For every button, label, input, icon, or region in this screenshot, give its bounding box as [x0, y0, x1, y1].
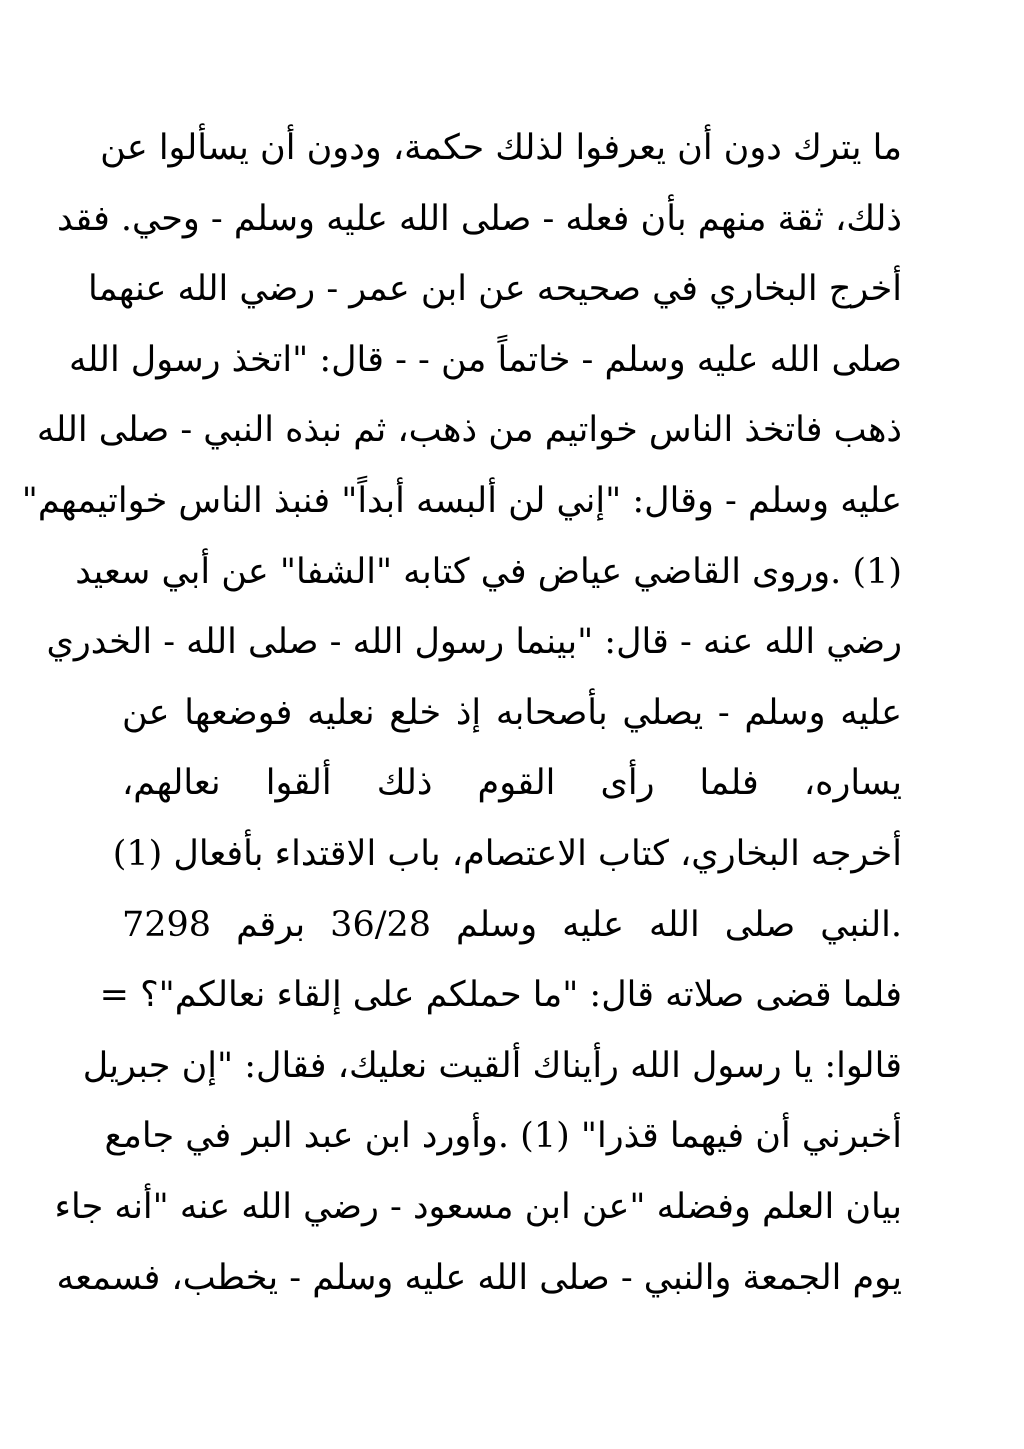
text-line: رضي الله عنه - قال: "بينما رسول الله - صلى الله - الخدري [46, 622, 902, 663]
text-line: عليه وسلم - يصلي بأصحابه إذ خلع نعليه فوضعها عن [122, 692, 902, 733]
text-line: أخبرني أن فيهما قذرا" (1) .وأورد ابن عبد البر في جامع [104, 1116, 902, 1157]
text-line: قالوا: يا رسول الله رأيناك ألقيت نعليك، فقال: "إن جبريل [82, 1045, 902, 1086]
text-line: ذهب فاتخذ الناس خواتيم من ذهب، ثم نبذه النبي - صلى الله [36, 410, 902, 451]
text-line: يساره، فلما رأى القوم ذلك ألقوا نعالهم، [122, 763, 902, 804]
text-line: بيان العلم وفضله "عن ابن مسعود - رضي الله عنه "أنه جاء [54, 1186, 902, 1227]
body-text [21, 122, 903, 1322]
text-line: (1) .وروى القاضي عياض في كتابه "الشفا" عن أبي سعيد [75, 551, 902, 592]
footnote-line: أخرجه البخاري، كتاب الاعتصام، باب الاقتداء بأفعال (1) [112, 833, 902, 874]
footnote-line: .النبي صلى الله عليه وسلم 36/28 برقم 7298 [122, 904, 903, 945]
text-line: يوم الجمعة والنبي - صلى الله عليه وسلم - يخطب، فسمعه [56, 1257, 902, 1298]
text-line: صلى الله عليه وسلم - خاتماً من - - قال: "اتخذ رسول الله [68, 339, 902, 380]
text-line: ما يترك دون أن يعرفوا لذلك حكمة، ودون أن يسألوا عن [100, 128, 902, 168]
text-line: عليه وسلم - وقال: "إني لن ألبسه أبداً" فنبذ الناس خواتيمهم" [21, 480, 902, 521]
text-line: فلما قضى صلاته قال: "ما حملكم على إلقاء نعالكم"؟ = [99, 975, 902, 1016]
text-line: ذلك، ثقة منهم بأن فعله - صلى الله عليه وسلم - وحي. فقد [57, 198, 902, 239]
text-line: أخرج البخاري في صحيحه عن ابن عمر - رضي الله عنهما [87, 269, 902, 310]
